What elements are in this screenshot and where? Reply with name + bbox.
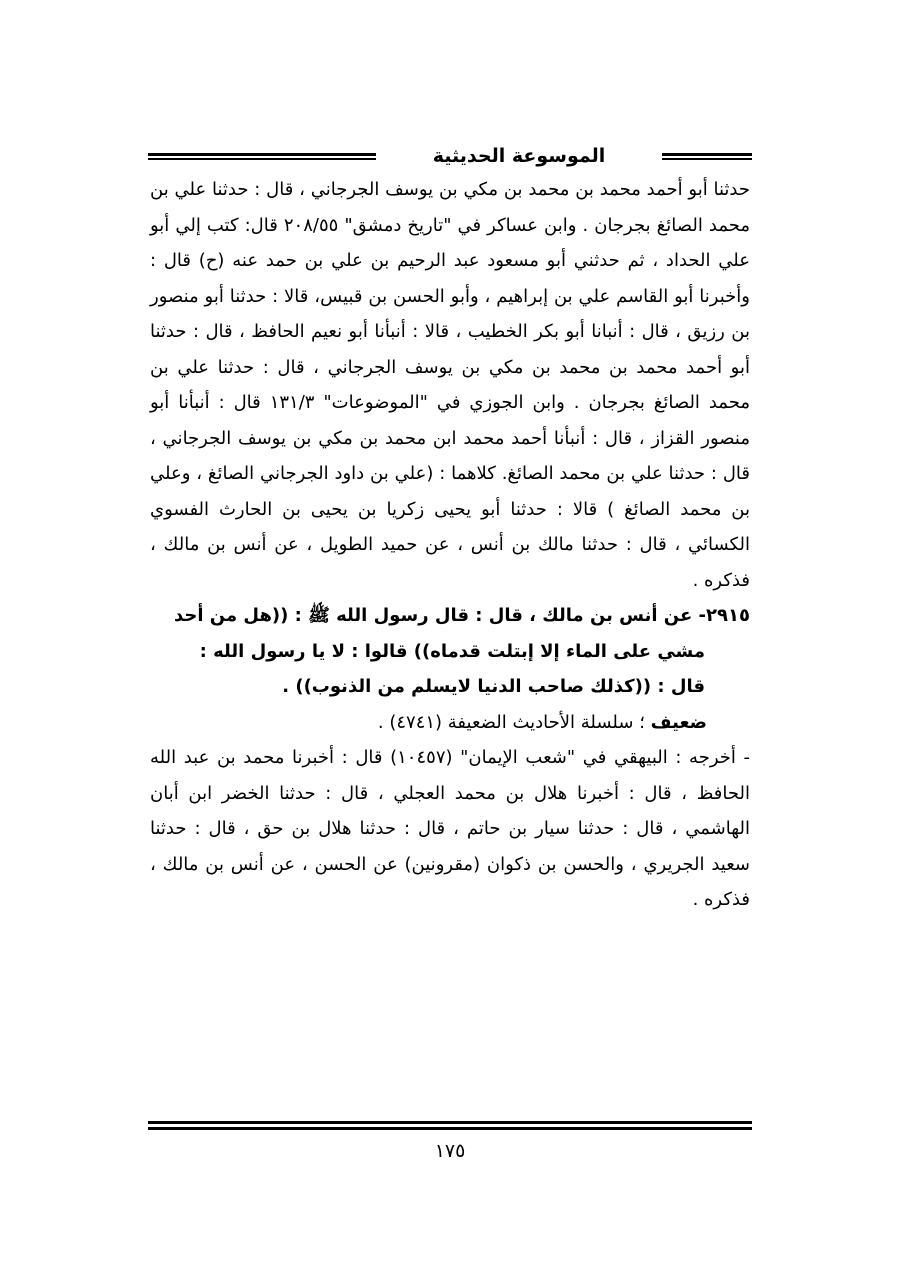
text-line: "الموضوعات" ١٣١/٣ قال : أنبأنا أبو منصور القزاز ، قال : أنبأنا أحمد محمد <box>150 392 750 449</box>
text-line: حدثنا أبو أحمد محمد بن محمد بن مكي بن يوسف الجرجاني ، قال : حدثنا <box>212 179 750 200</box>
grading-label: ضعيف <box>650 711 707 733</box>
text-line: كلاهما : (علي بن داود الجرجاني الصائغ ، وعلي بن محمد الصائغ ) قالا : <box>150 463 750 520</box>
text-line: حمد عنه (ح) قال : وأخبرنا أبو القاسم علي بن إبراهيم ، وأبو الحسن بن قبيس، <box>150 250 750 307</box>
page-body <box>150 172 750 918</box>
text-line: قال : حدثنا سعيد الجريري ، والحسن بن ذكوان (مقرونين) عن الحسن ، عن <box>150 818 750 875</box>
takhrij-paragraph <box>150 740 750 918</box>
grading-source: ؛ سلسلة الأحاديث الضعيفة (٤٧٤١) . <box>377 711 645 733</box>
text-line: حدثنا أبو يحيى زكريا بن يحيى بن الحارث الفسوي الكسائي ، قال : حدثنا <box>150 498 750 555</box>
text-line: ابن محمد بن مكي بن يوسف الجرجاني ، قال : حدثنا علي بن محمد الصائغ. <box>150 427 750 484</box>
text-line: علي بن محمد الصائغ بجرجان . وابن عساكر في "تاريخ دمشق" ٢٠٨/٥٥ <box>150 179 750 236</box>
book-title: الموسوعة الحديثية <box>432 145 606 167</box>
text-line: ابن أبان الهاشمي ، قال : حدثنا سيار بن حاتم ، قال : حدثنا هلال بن حق ، <box>150 782 750 839</box>
text-line: أنس بن مالك ، فذكره . <box>150 853 750 910</box>
chain-paragraph <box>150 172 750 598</box>
hadith-line: ٢٩١٥- عن أنس بن مالك ، قال : قال رسول الله ﷺ : ((هل من أحد <box>173 605 750 626</box>
hadith-line: قال : ((كذلك صاحب الدنيا لايسلم من الذنوب)) . <box>282 676 705 697</box>
grading <box>150 705 750 741</box>
text-line: أبو نعيم الحافظ ، قال : حدثنا أبو أحمد محمد بن محمد بن مكي بن يوسف <box>150 321 750 378</box>
page-number: ١٧٥ <box>434 1140 466 1162</box>
footer-rule <box>148 1121 752 1130</box>
running-header <box>148 137 752 177</box>
header-rule-right <box>662 153 752 160</box>
text-line: قال: كتب إلي أبو علي الحداد ، ثم حدثني أبو مسعود عبد الرحيم بن علي بن <box>150 214 750 271</box>
header-rule-left <box>148 153 376 160</box>
text-line: - أخرجه : البيهقي في "شعب الإيمان" (١٠٤٥٧) قال : أخبرنا محمد بن <box>216 747 750 768</box>
hadith-text <box>150 598 750 705</box>
hadith-line: مشي على الماء إلا إبتلت قدماه)) قالوا : لا يا رسول الله : <box>199 640 705 662</box>
text-line: قالا : حدثنا أبو منصور بن رزيق ، قال : أنبانا أبو بكر الخطيب ، قالا : أنبأنا <box>150 285 750 342</box>
text-line: مالك بن أنس ، عن حميد الطويل ، عن أنس بن مالك ، فذكره . <box>150 534 750 591</box>
text-line: الجرجاني ، قال : حدثنا علي بن محمد الصائغ بجرجان . وابن الجوزي في <box>150 356 750 413</box>
text-line: عبد الله الحافظ ، قال : أخبرنا هلال بن محمد العجلي ، قال : حدثنا الخضر <box>150 747 750 804</box>
